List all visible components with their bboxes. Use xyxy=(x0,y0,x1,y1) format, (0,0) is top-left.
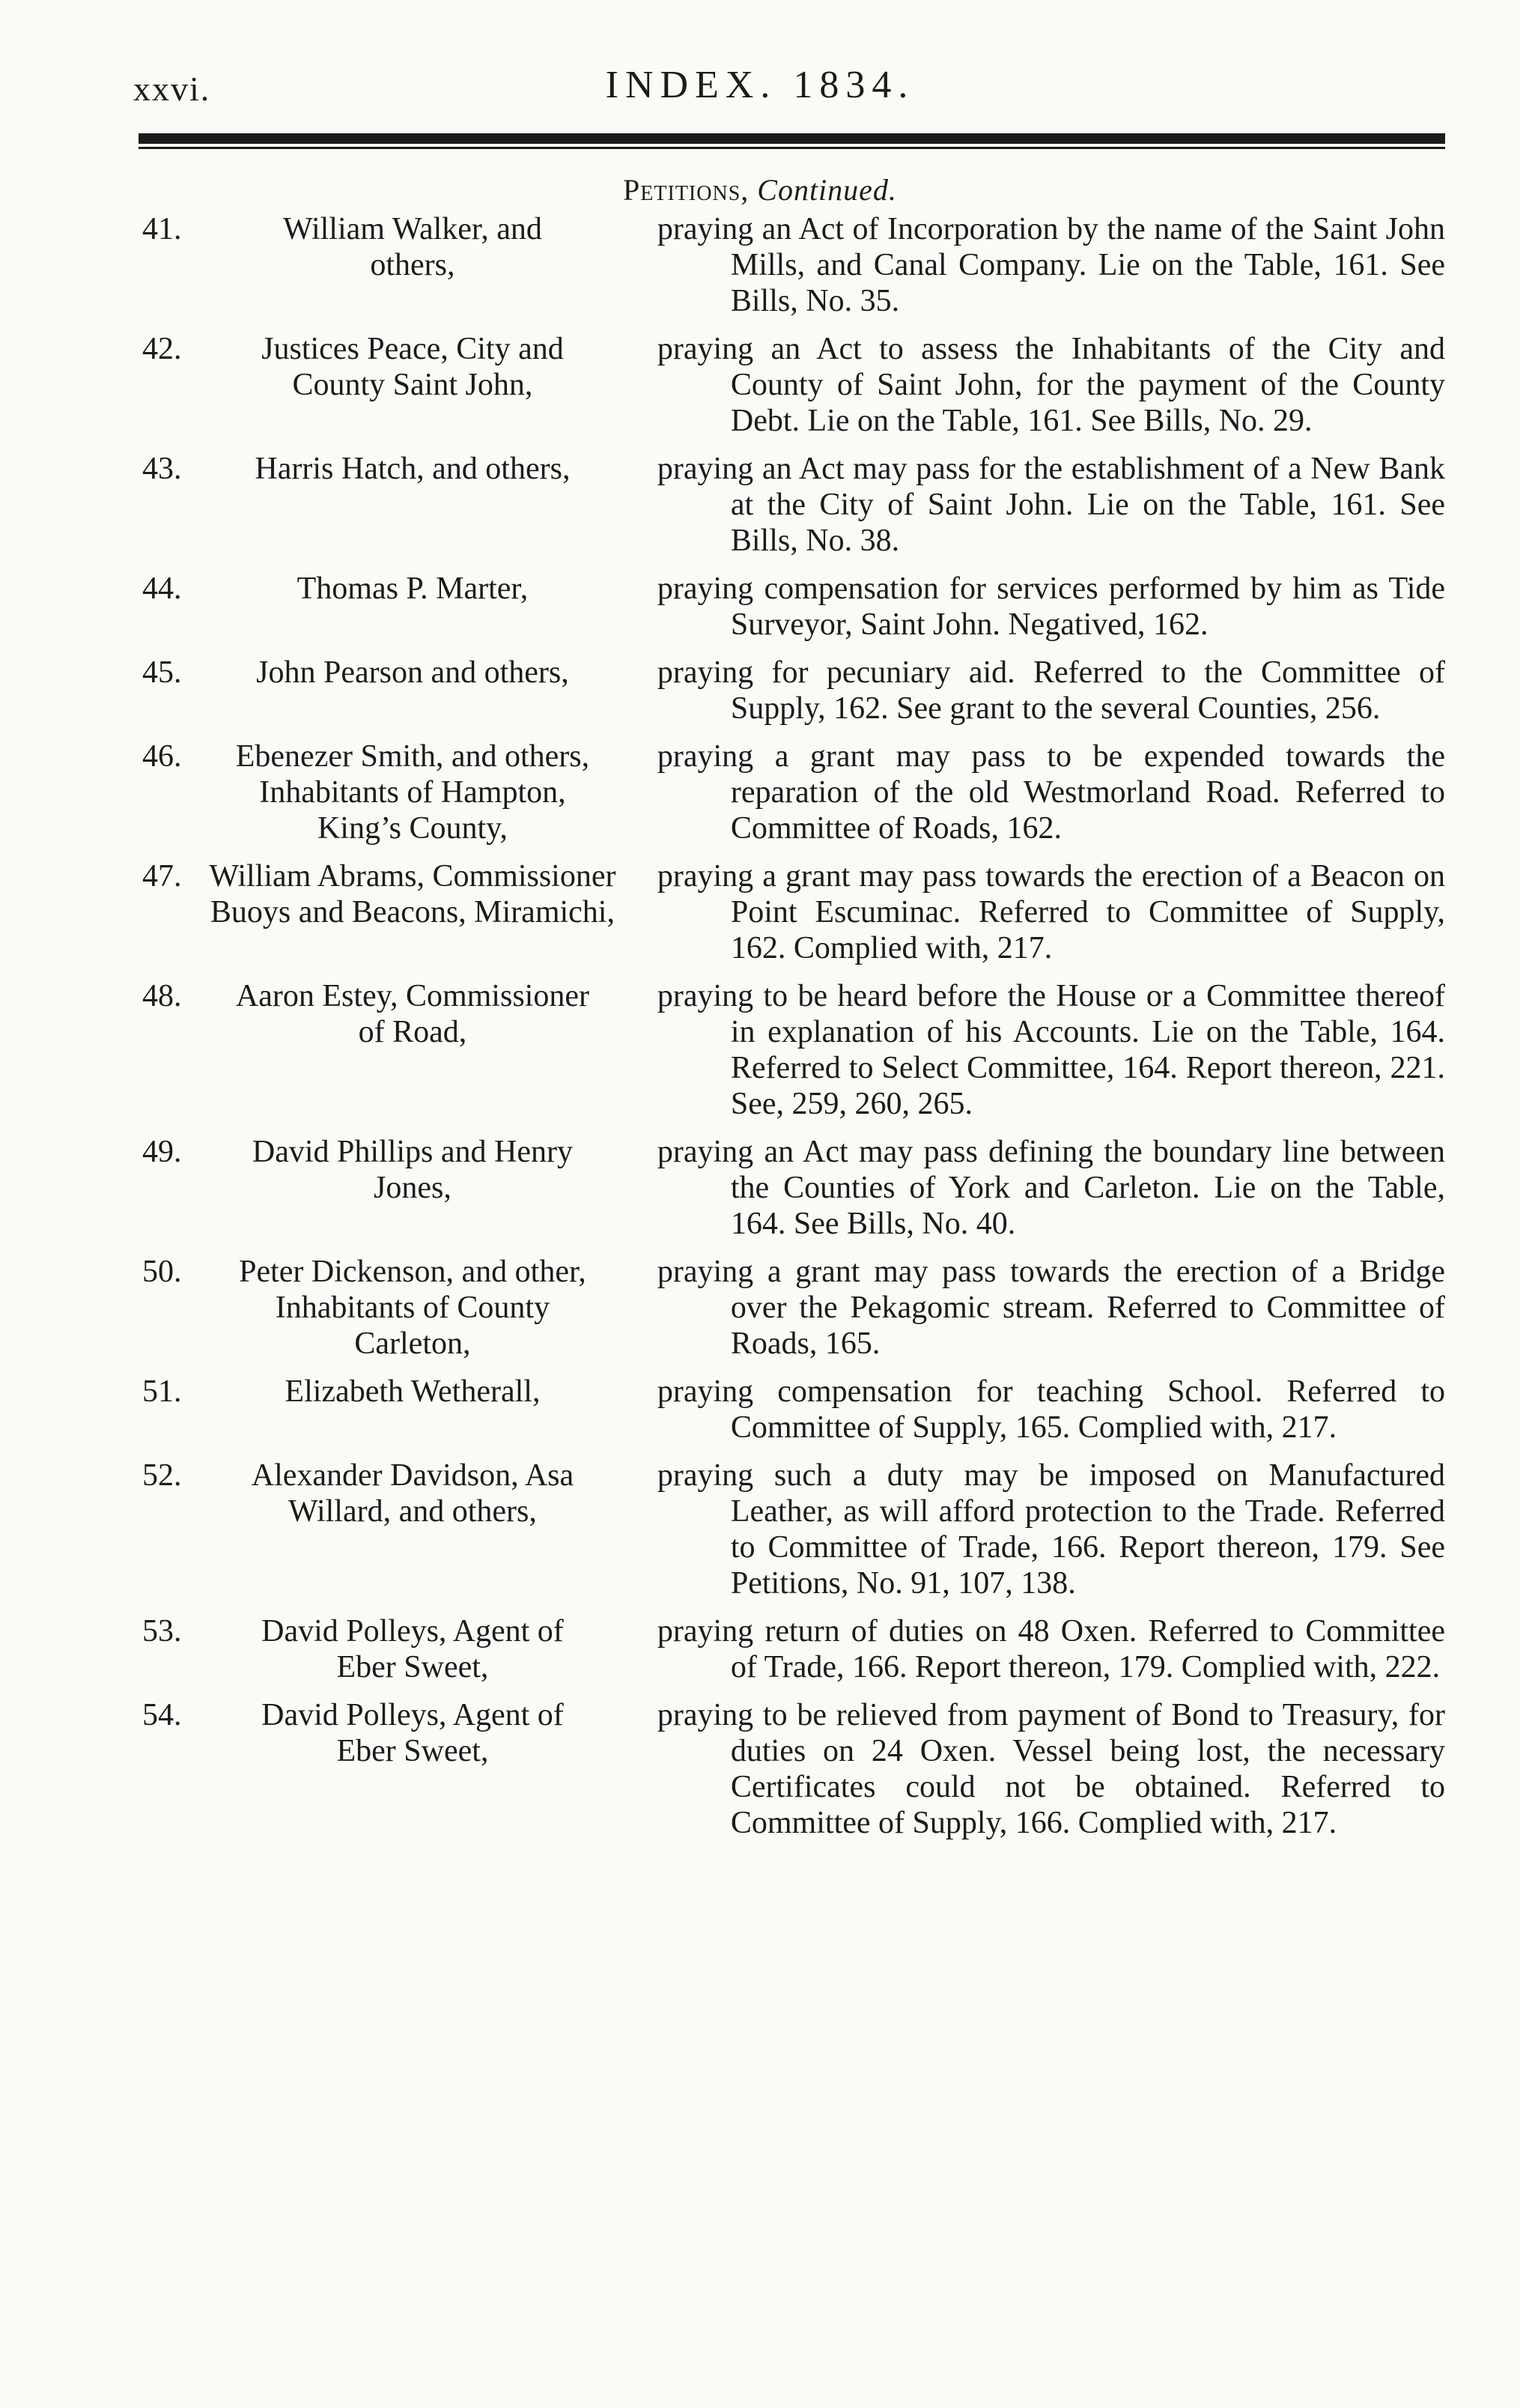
petitioner-name: Justices Peace, City and County Saint John, xyxy=(261,332,564,402)
petition-text: praying return of duties on 48 Oxen. Referred to Committee of Trade, 166. Report thereon, 179. Complied with, 222. xyxy=(657,1614,1445,1684)
petition-list xyxy=(142,211,1445,1841)
petitioner-name: David Polleys, Agent of Eber Sweet, xyxy=(261,1698,564,1768)
petition-entry xyxy=(142,451,1445,559)
entry-number: 41. xyxy=(142,212,182,246)
petition-text: praying compensation for services performed by him as Tide Surveyor, Saint John. Negatived, 162. xyxy=(657,571,1445,642)
petitioner-column xyxy=(142,1134,642,1206)
petitioner-column xyxy=(142,331,642,403)
petitioner-column xyxy=(142,858,642,930)
entry-number: 49. xyxy=(142,1135,182,1169)
petitioner-column xyxy=(142,655,642,691)
petition-entry xyxy=(142,1613,1445,1685)
petitioner-name: Aaron Estey, Commissioner of Road, xyxy=(235,979,589,1049)
petition-text: praying a grant may pass to be expended towards the reparation of the old Westmorland Road. Referred to Committee of Roads, 162. xyxy=(657,739,1445,846)
petitioner-column xyxy=(142,739,642,846)
petitioner-name: William Abrams, Commissioner Buoys and Beacons, Miramichi, xyxy=(209,859,616,929)
petition-text: praying an Act of Incorporation by the name of the Saint John Mills, and Canal Company. Lie on the Table, 161. See Bills, No. 35. xyxy=(657,212,1445,318)
petitioner-column xyxy=(142,571,642,607)
petitioner-column xyxy=(142,451,642,487)
petition-entry xyxy=(142,1374,1445,1446)
petition-text: praying an Act may pass for the establishment of a New Bank at the City of Saint John. Lie on the Table, 161. See Bills, No. 38. xyxy=(657,452,1445,558)
entry-number: 43. xyxy=(142,452,182,486)
section-heading-continued: Continued. xyxy=(757,173,897,207)
entry-number: 54. xyxy=(142,1698,182,1732)
petitioner-name: Elizabeth Wetherall, xyxy=(285,1374,541,1409)
petition-text: praying such a duty may be imposed on Manufactured Leather, as will afford protection to the Trade. Referred to Committee of Trade, 166. Report thereon, 179. See Petitions, No. 91, 107, 138. xyxy=(657,1458,1445,1601)
entry-number: 47. xyxy=(142,859,182,894)
petitioner-name: David Polleys, Agent of Eber Sweet, xyxy=(261,1614,564,1684)
petitioner-name: William Walker, and others, xyxy=(283,212,542,282)
page-number: xxvi. xyxy=(133,70,211,108)
header-rule-thin xyxy=(139,147,1445,149)
entry-number: 48. xyxy=(142,979,182,1013)
header-rule-thick xyxy=(139,133,1445,144)
petitioner-column xyxy=(142,1697,642,1769)
petitioner-column xyxy=(142,1458,642,1529)
entry-number: 52. xyxy=(142,1458,182,1493)
entry-number: 44. xyxy=(142,571,182,606)
petitioner-column xyxy=(142,1254,642,1362)
petition-entry xyxy=(142,655,1445,727)
petition-text: praying an Act to assess the Inhabitants of the City and County of Saint John, for the payment of the County Debt. Lie on the Table, 161. See Bills, No. 29. xyxy=(657,332,1445,438)
petition-text: praying compensation for teaching School. Referred to Committee of Supply, 165. Complied with, 217. xyxy=(657,1374,1445,1445)
section-heading-label: Petitions, xyxy=(623,173,750,207)
entry-number: 50. xyxy=(142,1255,182,1289)
petitioner-name: Peter Dickenson, and other, Inhabitants of County Carleton, xyxy=(239,1255,586,1361)
petition-entry xyxy=(142,1254,1445,1362)
petitioner-name: Alexander Davidson, Asa Willard, and others, xyxy=(251,1458,574,1529)
petitioner-column xyxy=(142,978,642,1050)
petitioner-column xyxy=(142,211,642,283)
petition-entry xyxy=(142,978,1445,1122)
petitioner-name: David Phillips and Henry Jones, xyxy=(252,1135,573,1205)
petition-entry xyxy=(142,331,1445,439)
petitioner-name: Harris Hatch, and others, xyxy=(255,452,571,486)
petitioner-column xyxy=(142,1374,642,1410)
petition-entry xyxy=(142,858,1445,966)
petition-entry xyxy=(142,739,1445,846)
petition-text: praying a grant may pass towards the erection of a Bridge over the Pekagomic stream. Referred to Committee of Roads, 165. xyxy=(657,1255,1445,1361)
petitioner-column xyxy=(142,1613,642,1685)
petitioner-name: Ebenezer Smith, and others, Inhabitants of Hampton, King’s County, xyxy=(235,739,590,846)
section-heading xyxy=(0,172,1520,207)
entry-number: 42. xyxy=(142,332,182,366)
petition-entry xyxy=(142,1458,1445,1601)
entry-number: 46. xyxy=(142,739,182,774)
entry-number: 53. xyxy=(142,1614,182,1649)
petition-text: praying to be relieved from payment of Bond to Treasury, for duties on 24 Oxen. Vessel being lost, the necessary Certificates could not be obtained. Referred to Committee of Supply, 166. Complied with, 217. xyxy=(657,1698,1445,1840)
petition-text: praying a grant may pass towards the erection of a Beacon on Point Escuminac. Referred to Committee of Supply, 162. Complied with, 217. xyxy=(657,859,1445,965)
entry-number: 51. xyxy=(142,1374,182,1409)
petitioner-name: Thomas P. Marter, xyxy=(297,571,529,606)
petition-text: praying for pecuniary aid. Referred to the Committee of Supply, 162. See grant to the several Counties, 256. xyxy=(657,655,1445,726)
petitioner-name: John Pearson and others, xyxy=(256,655,569,690)
petition-entry xyxy=(142,211,1445,319)
petition-entry xyxy=(142,571,1445,643)
petition-text: praying to be heard before the House or a Committee thereof in explanation of his Accounts. Lie on the Table, 164. Referred to Select Committee, 164. Report thereon, 221. See, 259, 260, 265. xyxy=(657,979,1445,1121)
petition-text: praying an Act may pass defining the boundary line between the Counties of York and Carleton. Lie on the Table, 164. See Bills, No. 40. xyxy=(657,1135,1445,1241)
petition-entry xyxy=(142,1134,1445,1242)
page-title: INDEX. 1834. xyxy=(605,64,915,106)
entry-number: 45. xyxy=(142,655,182,690)
petition-entry xyxy=(142,1697,1445,1841)
